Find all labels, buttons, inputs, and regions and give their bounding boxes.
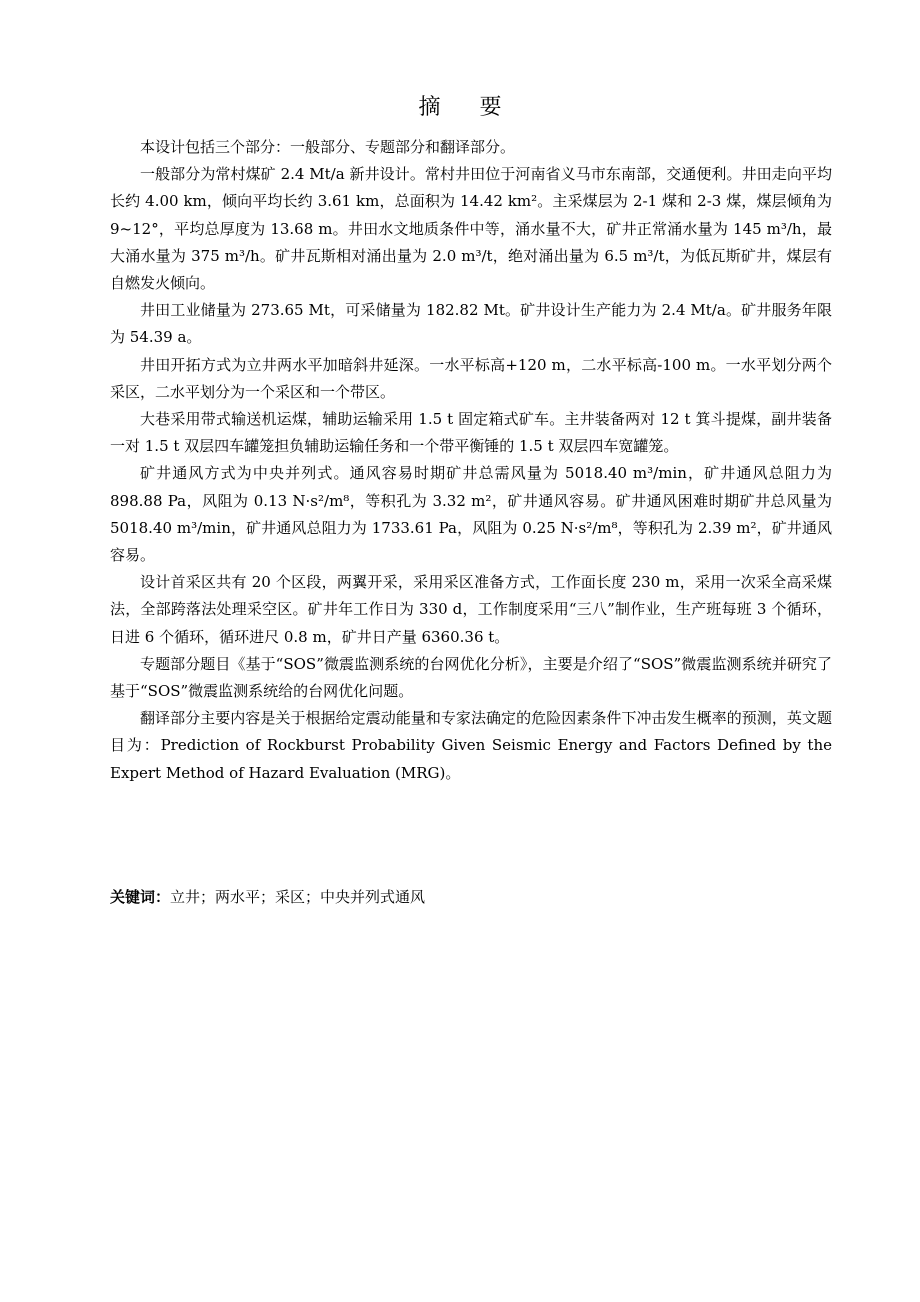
paragraph-special-topic: 专题部分题目《基于“SOS”微震监测系统的台网优化分析》，主要是介绍了“SOS”微震监测系统并研究了基于“SOS”微震监测系统给的台网优化问题。 xyxy=(110,654,832,701)
paragraph-reserves: 井田工业储量为 273.65 Mt，可采储量为 182.82 Mt。矿井设计生产能力为 2.4 Mt/a。矿井服务年限为 54.39 a。 xyxy=(110,301,832,347)
paragraph-transport: 大巷采用带式输送机运煤，辅助运输采用 1.5 t 固定箱式矿车。主井装备两对 12 t 箕斗提煤，副井装备一对 1.5 t 双层四车罐笼担负辅助运输任务和一个带平衡锤的 1.5 t 双层四车宽罐笼。 xyxy=(110,410,832,456)
paragraph-general-part: 一般部分为常村煤矿 2.4 Mt/a 新井设计。常村井田位于河南省义马市东南部，交通便利。井田走向平均长约 4.00 km，倾向平均长约 3.61 km，总面积为 14.42 km²。主采煤层为 2-1 煤和 2-3 煤，煤层倾角为 9~12°，平均总厚度为 13.68 m。井田水文地质条件中等，涌水量不大，矿井正常涌水量为 145 m³/h，最大涌水量为 375 m³/h。矿井瓦斯相对涌出量为 2.0 m³/t，绝对涌出量为 6.5 m³/t，为低瓦斯矿井，煤层有自燃发火倾向。 xyxy=(110,165,832,293)
paragraph-development: 井田开拓方式为立井两水平加暗斜井延深。一水平标高+120 m，二水平标高-100 m。一水平划分两个采区，二水平划分为一个采区和一个带区。 xyxy=(110,355,832,401)
keywords-label: 关键词： xyxy=(110,888,171,906)
paragraph-translation: 翻译部分主要内容是关于根据给定震动能量和专家法确定的危险因素条件下冲击发生概率的预测，英文题目为：Prediction of Rockburst Probability Given Seismic Energy and Factors Defined by the Expert Method of Hazard Evaluation (MRG)。 xyxy=(110,709,832,782)
paragraph-mining-district: 设计首采区共有 20 个区段，两翼开采，采用采区准备方式，工作面长度 230 m，采用一次采全高采煤法，全部跨落法处理采空区。矿井年工作日为 330 d，工作制度采用“三八”制作业，生产班每班 3 个循环，日进 6 个循环，循环进尺 0.8 m，矿井日产量 6360.36 t。 xyxy=(110,573,832,646)
keywords-line xyxy=(110,884,832,911)
paragraph-overview: 本设计包括三个部分：一般部分、专题部分和翻译部分。 xyxy=(140,138,516,156)
keywords-text: 立井；两水平；采区；中央并列式通风 xyxy=(170,888,426,906)
page-title: 摘 要 xyxy=(418,95,518,120)
abstract-body xyxy=(110,134,832,787)
paragraph-ventilation: 矿井通风方式为中央并列式。通风容易时期矿井总需风量为 5018.40 m³/min，矿井通风总阻力为 898.88 Pa，风阻为 0.13 N·s²/m⁸，等积孔为 3.32 m²，矿井通风容易。矿井通风困难时期矿井总风量为 5018.40 m³/min，矿井通风总阻力为 1733.61 Pa，风阻为 0.25 N·s²/m⁸，等积孔为 2.39 m²，矿井通风容易。 xyxy=(110,464,832,565)
